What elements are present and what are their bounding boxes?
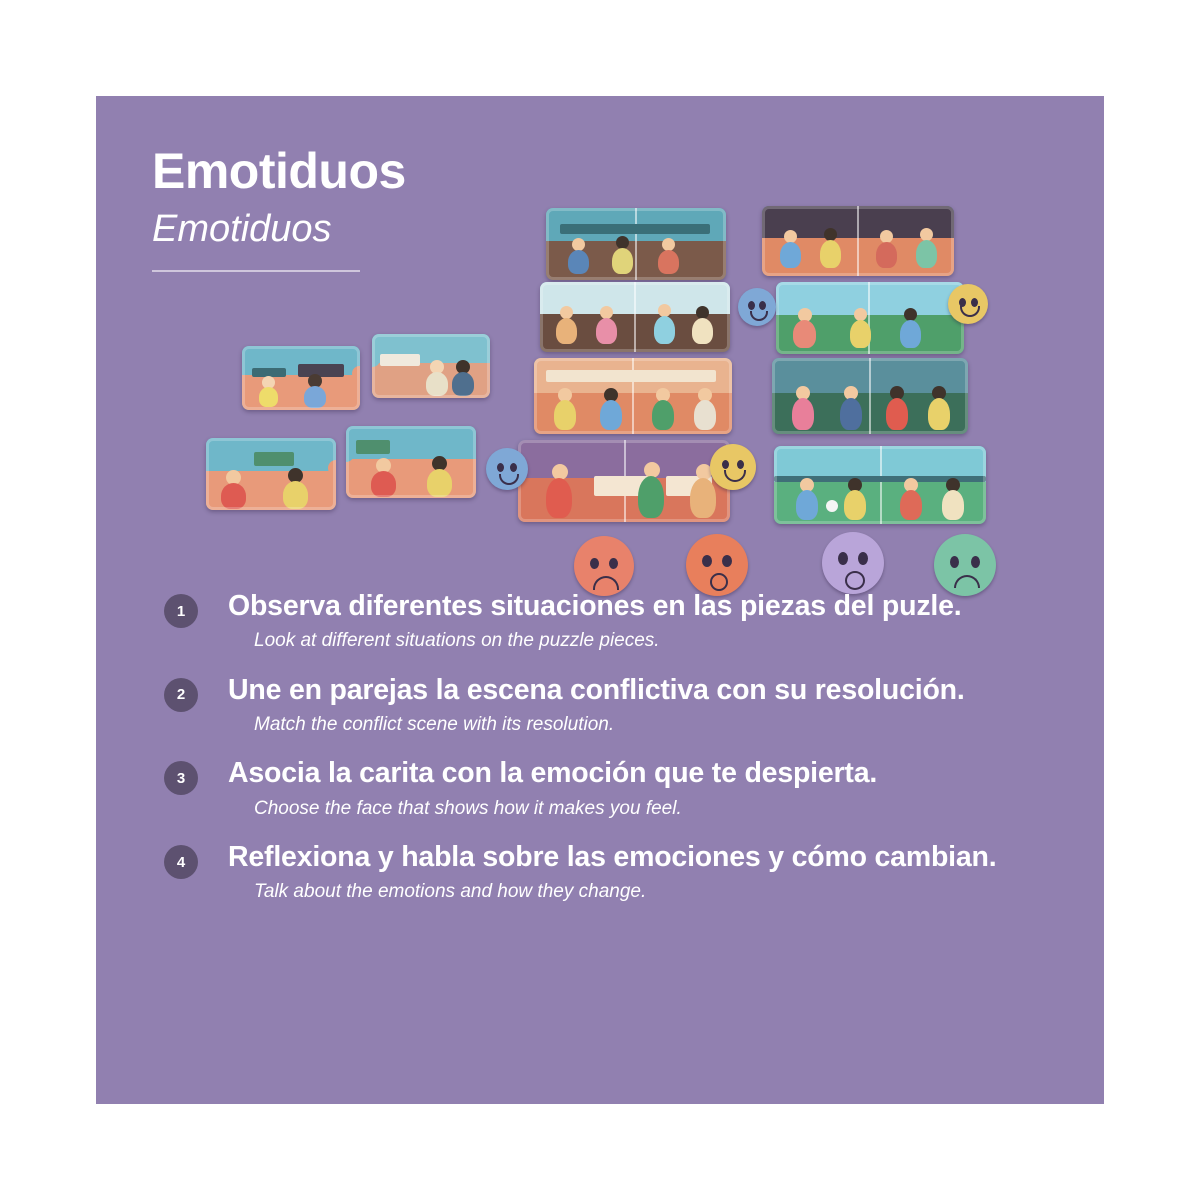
step-text-en: Look at different situations on the puzzle pieces. — [254, 630, 660, 652]
worried-face-token — [934, 534, 996, 596]
step-text-en: Talk about the emotions and how they change. — [254, 881, 647, 903]
step-number-badge: 2 — [164, 678, 198, 712]
puzzle-pair-classroom-4 — [772, 358, 968, 434]
step-item — [152, 588, 1052, 654]
sad-face-small-token — [738, 288, 776, 326]
step-item — [152, 672, 1052, 738]
step-item — [152, 755, 1052, 821]
happy-face-small-token — [948, 284, 988, 324]
product-illustration — [186, 206, 1026, 606]
step-text-es: Asocia la carita con la emoción que te despierta. — [228, 757, 878, 790]
puzzle-pair-classroom-1 — [546, 208, 726, 280]
puzzle-pair-classroom-2 — [540, 282, 730, 352]
instruction-steps — [152, 588, 1052, 923]
page-title: Emotiduos — [152, 143, 406, 199]
step-text-es: Observa diferentes situaciones en las piezas del puzle. — [228, 590, 962, 622]
puzzle-piece-loose-1 — [242, 346, 360, 410]
sad-face-token — [574, 536, 634, 596]
surprised-face-token — [686, 534, 748, 596]
step-number-badge: 1 — [164, 594, 198, 628]
puzzle-piece-loose-2 — [372, 334, 490, 398]
product-card — [96, 96, 1104, 1104]
scared-face-token — [822, 532, 884, 594]
puzzle-pair-classroom-5 — [518, 440, 730, 522]
happy-face-small-token-2 — [710, 444, 756, 490]
step-text-es: Reflexiona y habla sobre las emociones y cómo cambian. — [228, 841, 997, 874]
puzzle-pair-playground-3 — [774, 446, 986, 524]
step-text-en: Match the conflict scene with its resolution. — [254, 713, 615, 735]
step-number-badge: 4 — [164, 845, 198, 879]
page-subtitle: Emotiduos — [152, 208, 332, 250]
puzzle-pair-playground-2 — [776, 282, 964, 354]
step-text-es: Une en parejas la escena conflictiva con su resolución. — [228, 673, 965, 706]
puzzle-piece-loose-3 — [206, 438, 336, 510]
puzzle-pair-classroom-3 — [534, 358, 732, 434]
puzzle-pair-playground-1 — [762, 206, 954, 276]
step-number-badge: 3 — [164, 761, 198, 795]
sad-face-small-token-2 — [486, 448, 528, 490]
step-item — [152, 839, 1052, 905]
step-text-en: Choose the face that shows how it makes you feel. — [254, 797, 682, 819]
puzzle-piece-loose-4 — [346, 426, 476, 498]
